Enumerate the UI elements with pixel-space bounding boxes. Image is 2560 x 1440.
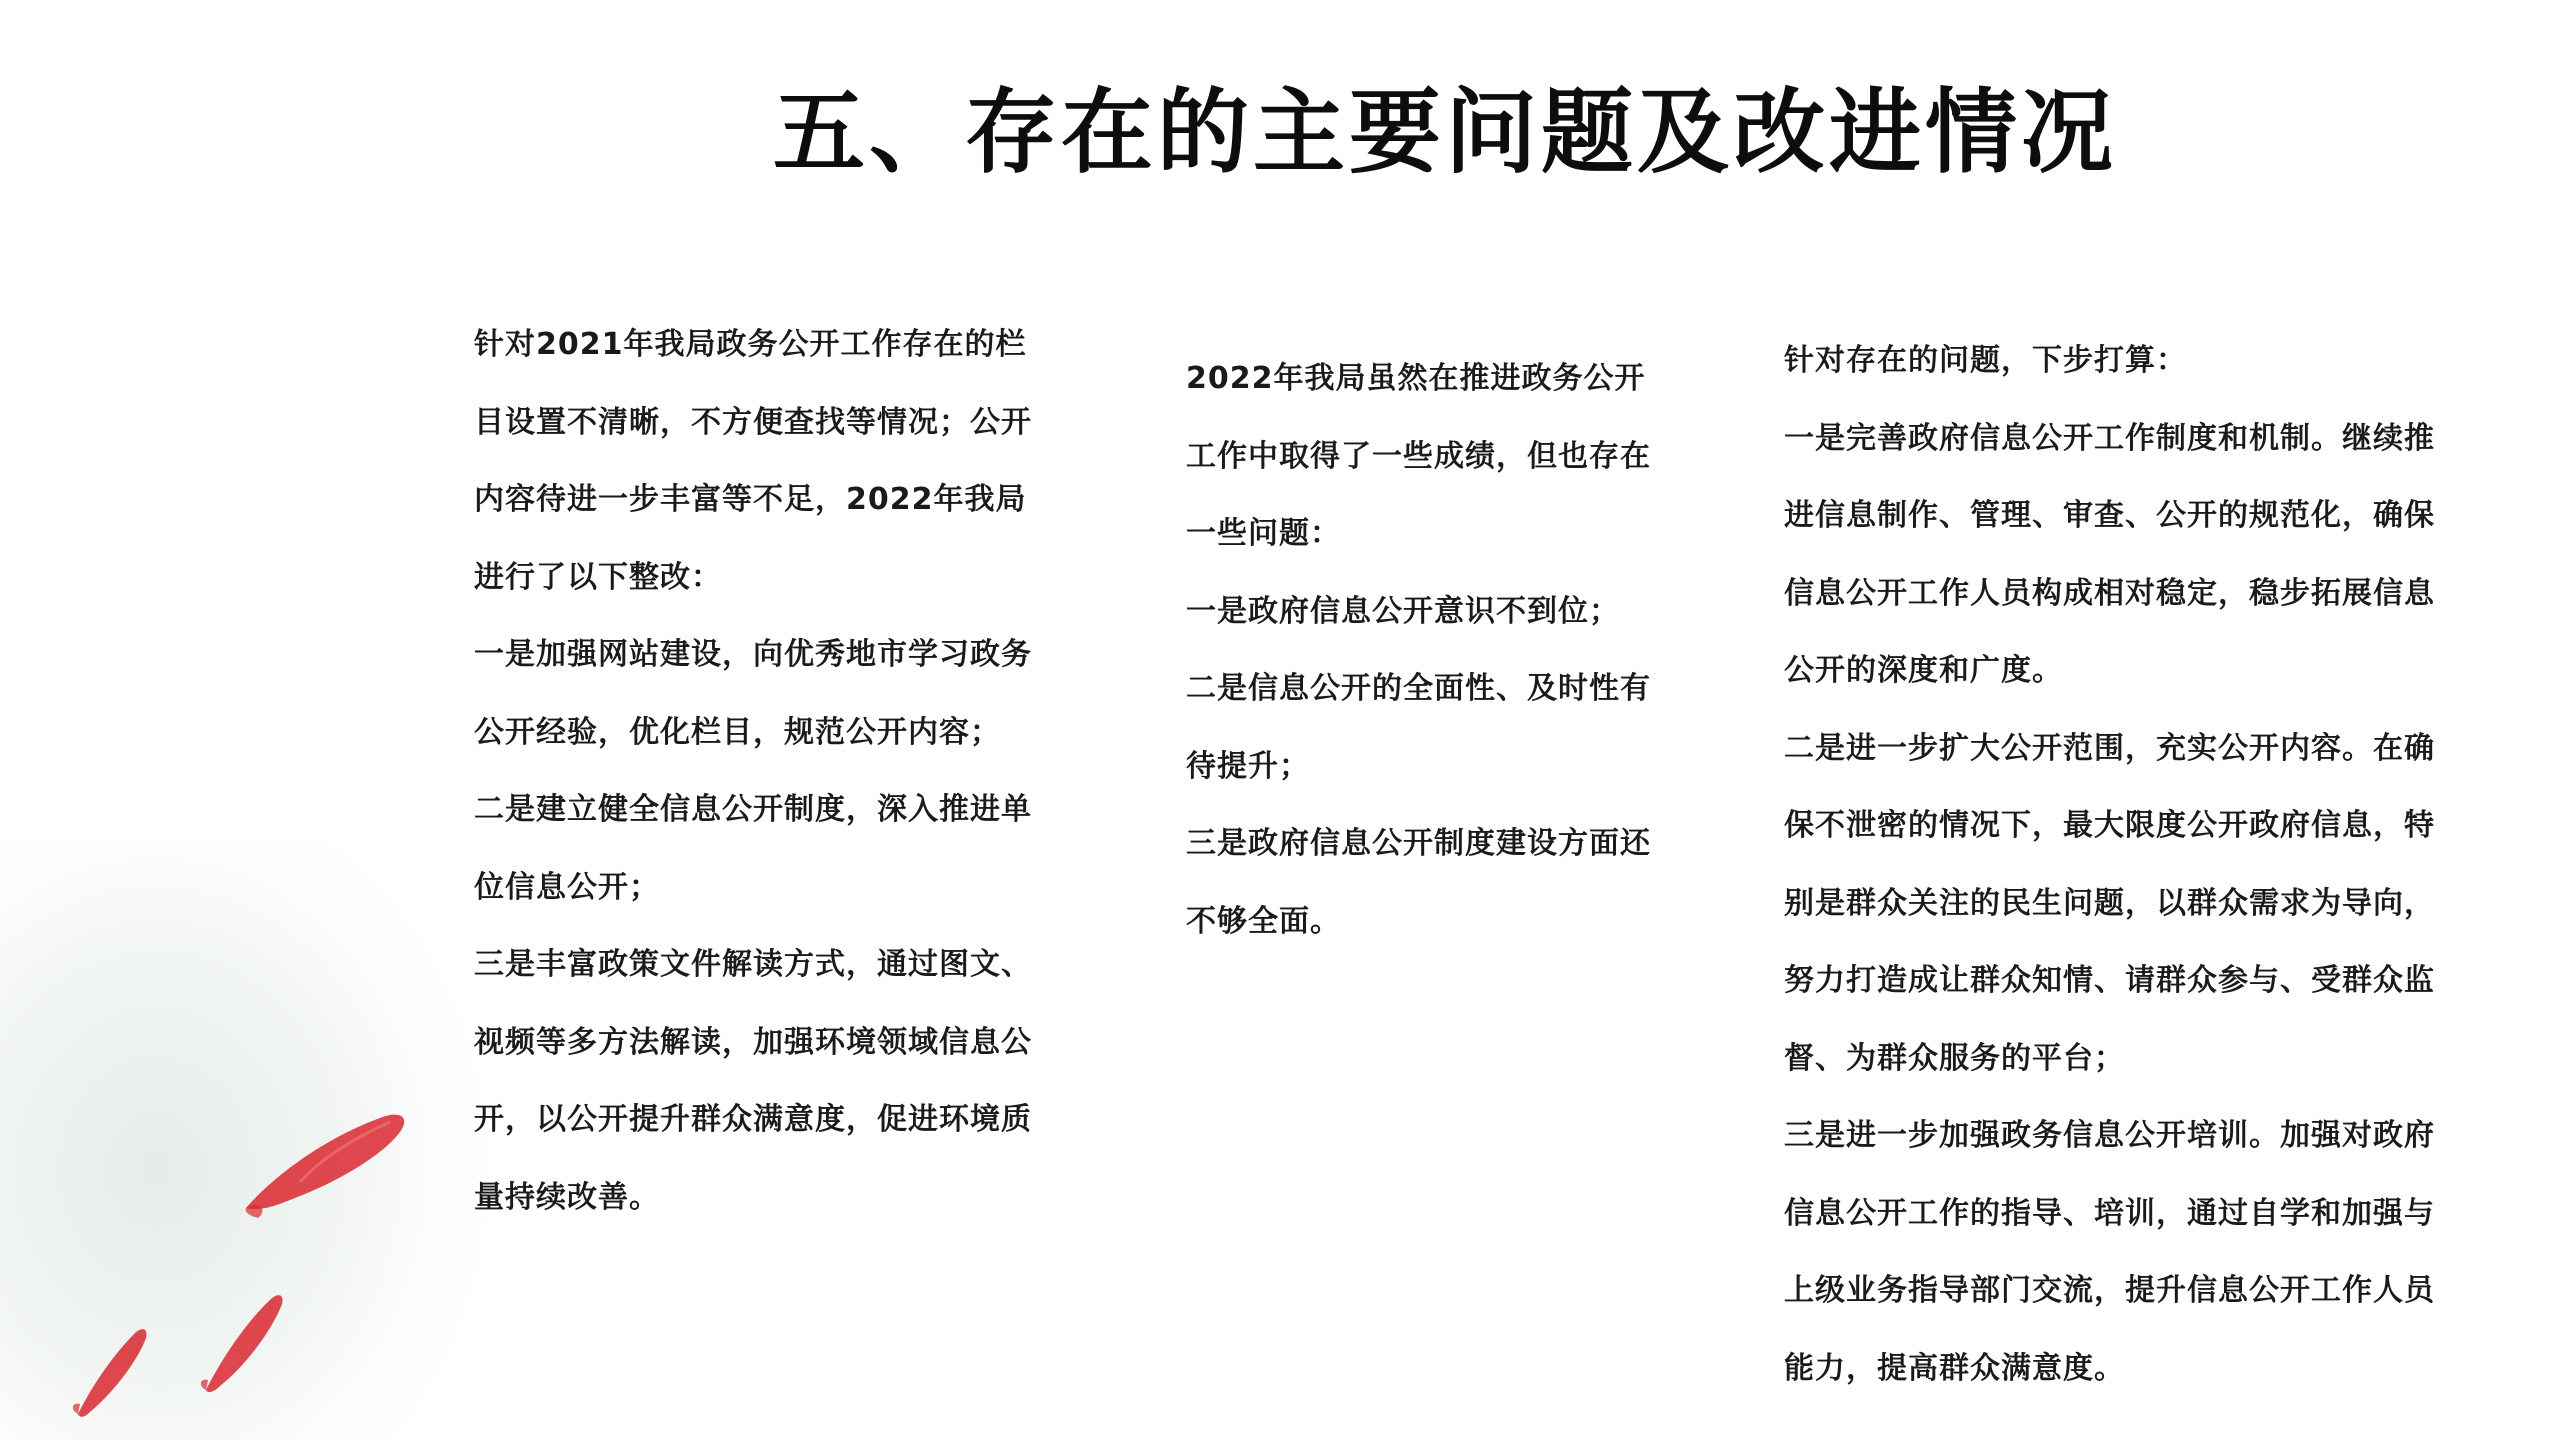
column-middle-text	[1186, 340, 1676, 960]
paragraph: 一是政府信息公开意识不到位；	[1186, 593, 1620, 629]
paragraph: 三是进一步加强政务信息公开培训。加强对政府信息公开工作的指导、培训，通过自学和加强与上级业务指导部门交流，提升信息公开工作人员能力，提高群众满意度。	[1784, 1118, 2435, 1386]
paragraph: 二是建立健全信息公开制度，深入推进单位信息公开；	[474, 792, 1032, 905]
koi-fish-icon	[196, 1286, 286, 1396]
slide-title: 五、存在的主要问题及改进情况	[772, 79, 2117, 186]
paragraph: 针对存在的问题，下步打算：	[1784, 343, 2187, 378]
paragraph: 2022年我局虽然在推进政务公开工作中取得了一些成绩，但也存在一些问题：	[1186, 361, 1651, 551]
paragraph: 一是加强网站建设，向优秀地市学习政务公开经验，优化栏目，规范公开内容；	[474, 637, 1032, 750]
paragraph: 二是进一步扩大公开范围，充实公开内容。在确保不泄密的情况下，最大限度公开政府信息，特别是群众关注的民生问题，以群众需求为导向，努力打造成让群众知情、请群众参与、受群众监督、为群众服务的平台；	[1784, 730, 2435, 1076]
paragraph: 三是政府信息公开制度建设方面还不够全面。	[1186, 826, 1651, 939]
koi-fish-icon	[70, 1320, 150, 1420]
paragraph: 二是信息公开的全面性、及时性有待提升；	[1186, 671, 1651, 784]
paragraph: 针对2021年我局政务公开工作存在的栏目设置不清晰，不方便查找等情况；公开内容待进一步丰富等不足，2022年我局进行了以下整改：	[474, 327, 1032, 595]
column-left-text	[474, 306, 1054, 1236]
koi-fish-icon	[240, 1100, 410, 1220]
paragraph: 三是丰富政策文件解读方式，通过图文、视频等多方法解读，加强环境领域信息公开，以公开提升群众满意度，促进环境质量持续改善。	[474, 947, 1032, 1215]
paragraph: 一是完善政府信息公开工作制度和机制。继续推进信息制作、管理、审查、公开的规范化，确保信息公开工作人员构成相对稳定，稳步拓展信息公开的深度和广度。	[1784, 420, 2435, 688]
column-right-text	[1784, 322, 2454, 1407]
